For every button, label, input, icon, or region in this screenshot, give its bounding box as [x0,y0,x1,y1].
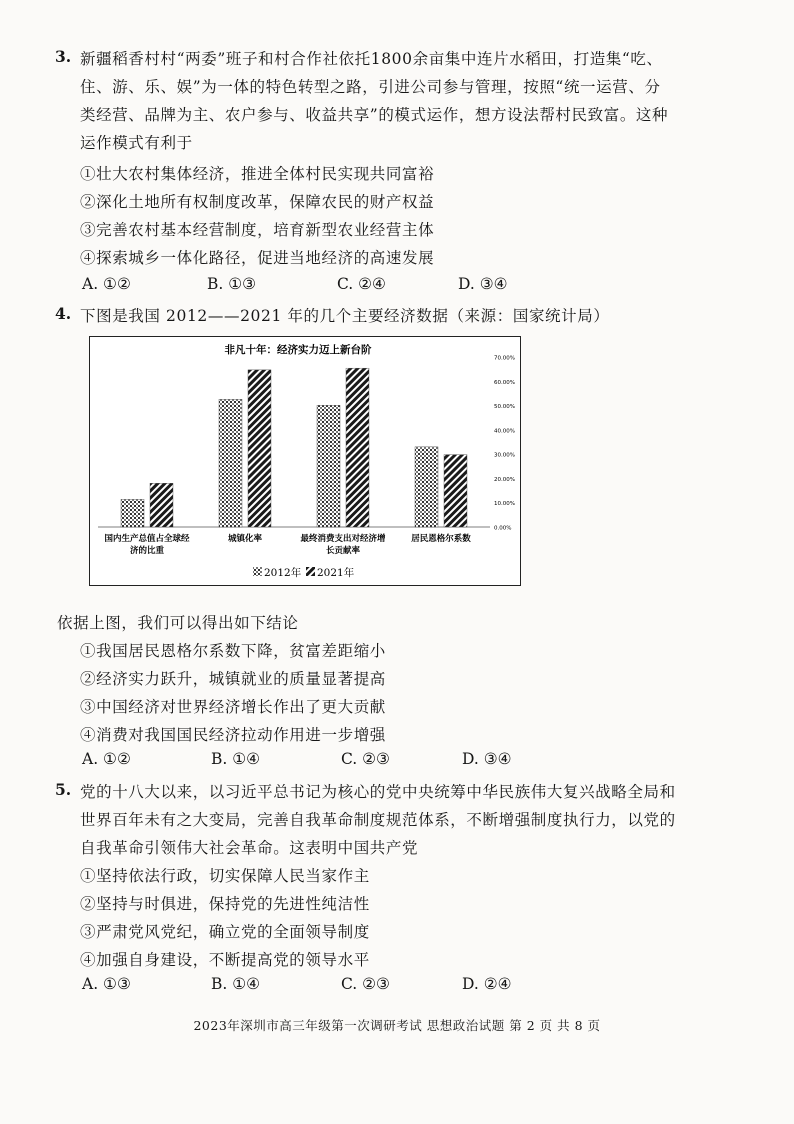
option-b[interactable]: B. ①③ [207,275,257,293]
y-tick-label: 40.00% [494,428,515,435]
legend-label-2012: 2012年 [264,567,302,579]
chart-title: 非凡十年：经济实力迈上新台阶 [224,344,372,356]
bar-2012年-2 [317,405,340,527]
option-a[interactable]: A. ①③ [82,975,131,993]
statement-item: ③完善农村基本经营制度，培育新型农业经营主体 [80,221,435,239]
option-c[interactable]: C. ②③ [341,975,390,993]
question-number: 4. [55,304,72,323]
statement-item: ①我国居民恩格尔系数下降，贫富差距缩小 [80,642,386,660]
statement-item: ④消费对我国国民经济拉动作用进一步增强 [80,726,386,744]
y-tick-label: 20.00% [494,476,515,483]
question-stem-line: 新疆稻香村村“两委”班子和村合作社依托1800余亩集中连片水稻田，打造集“吃、 [80,50,663,68]
legend-swatch-2021 [306,567,315,576]
y-tick-label: 60.00% [494,379,515,386]
legend-swatch-2012 [253,567,262,576]
option-a[interactable]: A. ①② [82,750,131,768]
x-tick-label: 长贡献率 [325,546,361,556]
statement-item: ②深化土地所有权制度改革，保障农民的财产权益 [80,193,435,211]
question-stem-line: 运作模式有利于 [80,134,193,152]
question-stem-line: 党的十八大以来，以习近平总书记为核心的党中央统筹中华民族伟大复兴战略全局和 [80,783,676,801]
bar-2012年-3 [415,447,438,527]
question-stem-line: 住、游、乐、娱”为一体的特色转型之路，引进公司参与管理，按照“统一运营、分 [80,78,661,96]
option-c[interactable]: C. ②④ [337,275,386,293]
bar-2021年-0 [150,483,173,527]
option-a[interactable]: A. ①② [82,275,131,293]
statement-item: ③严肃党风党纪，确立党的全面领导制度 [80,923,370,941]
question-stem-line: 自我革命引领伟大社会革命。这表明中国共产党 [80,839,419,857]
bar-2012年-0 [121,499,144,527]
bar-2012年-1 [219,399,242,527]
x-tick-label: 居民恩格尔系数 [411,534,471,544]
statement-item: ④加强自身建设，不断提高党的领导水平 [80,951,370,969]
x-tick-label: 国内生产总值占全球经 [104,534,190,544]
y-tick-label: 10.00% [494,501,515,508]
y-tick-label: 50.00% [494,404,515,411]
legend-label-2021: 2021年 [317,567,355,579]
option-b[interactable]: B. ①④ [211,975,261,993]
option-d[interactable]: D. ②④ [462,975,512,993]
question-stem-line: 世界百年未有之大变局，完善自我革命制度规范体系，不断增强制度执行力，以党的 [80,811,676,829]
bar-2021年-1 [248,370,271,527]
option-d[interactable]: D. ③④ [462,750,512,768]
option-b[interactable]: B. ①④ [211,750,261,768]
chart-legend [253,566,355,579]
y-tick-label: 0.00% [494,525,512,532]
statement-item: ②坚持与时俱进，保持党的先进性纯洁性 [80,895,370,913]
bar-chart-svg [90,337,520,585]
x-tick-label: 城镇化率 [227,534,263,544]
option-d[interactable]: D. ③④ [458,275,508,293]
economic-data-chart [89,336,521,586]
question-stem-line: 类经营、品牌为主、农户参与、收益共享”的模式运作，想方设法帮村民致富。这种 [80,106,669,124]
bar-2021年-3 [444,455,467,527]
statement-item: ②经济实力跃升，城镇就业的质量显著提高 [80,670,386,688]
question-stem-line: 下图是我国 2012——2021 年的几个主要经济数据（来源：国家统计局） [80,307,610,325]
statement-item: ③中国经济对世界经济增长作出了更大贡献 [80,698,386,716]
question-number: 3. [55,47,72,66]
option-c[interactable]: C. ②③ [341,750,390,768]
statement-item: ①坚持依法行政，切实保障人民当家作主 [80,867,370,885]
statement-item: ①壮大农村集体经济，推进全体村民实现共同富裕 [80,165,435,183]
x-tick-label: 最终消费支出对经济增 [300,534,386,544]
bar-2021年-2 [346,368,369,527]
conclusion-lead: 依据上图，我们可以得出如下结论 [57,614,299,632]
page-footer: 2023年深圳市高三年级第一次调研考试 思想政治试题 第 2 页 共 8 页 [193,1018,601,1033]
y-tick-label: 30.00% [494,452,515,459]
x-tick-label: 济的比重 [129,546,165,556]
y-tick-label: 70.00% [494,355,515,362]
question-number: 5. [55,780,72,799]
statement-item: ④探索城乡一体化路径，促进当地经济的高速发展 [80,249,435,267]
